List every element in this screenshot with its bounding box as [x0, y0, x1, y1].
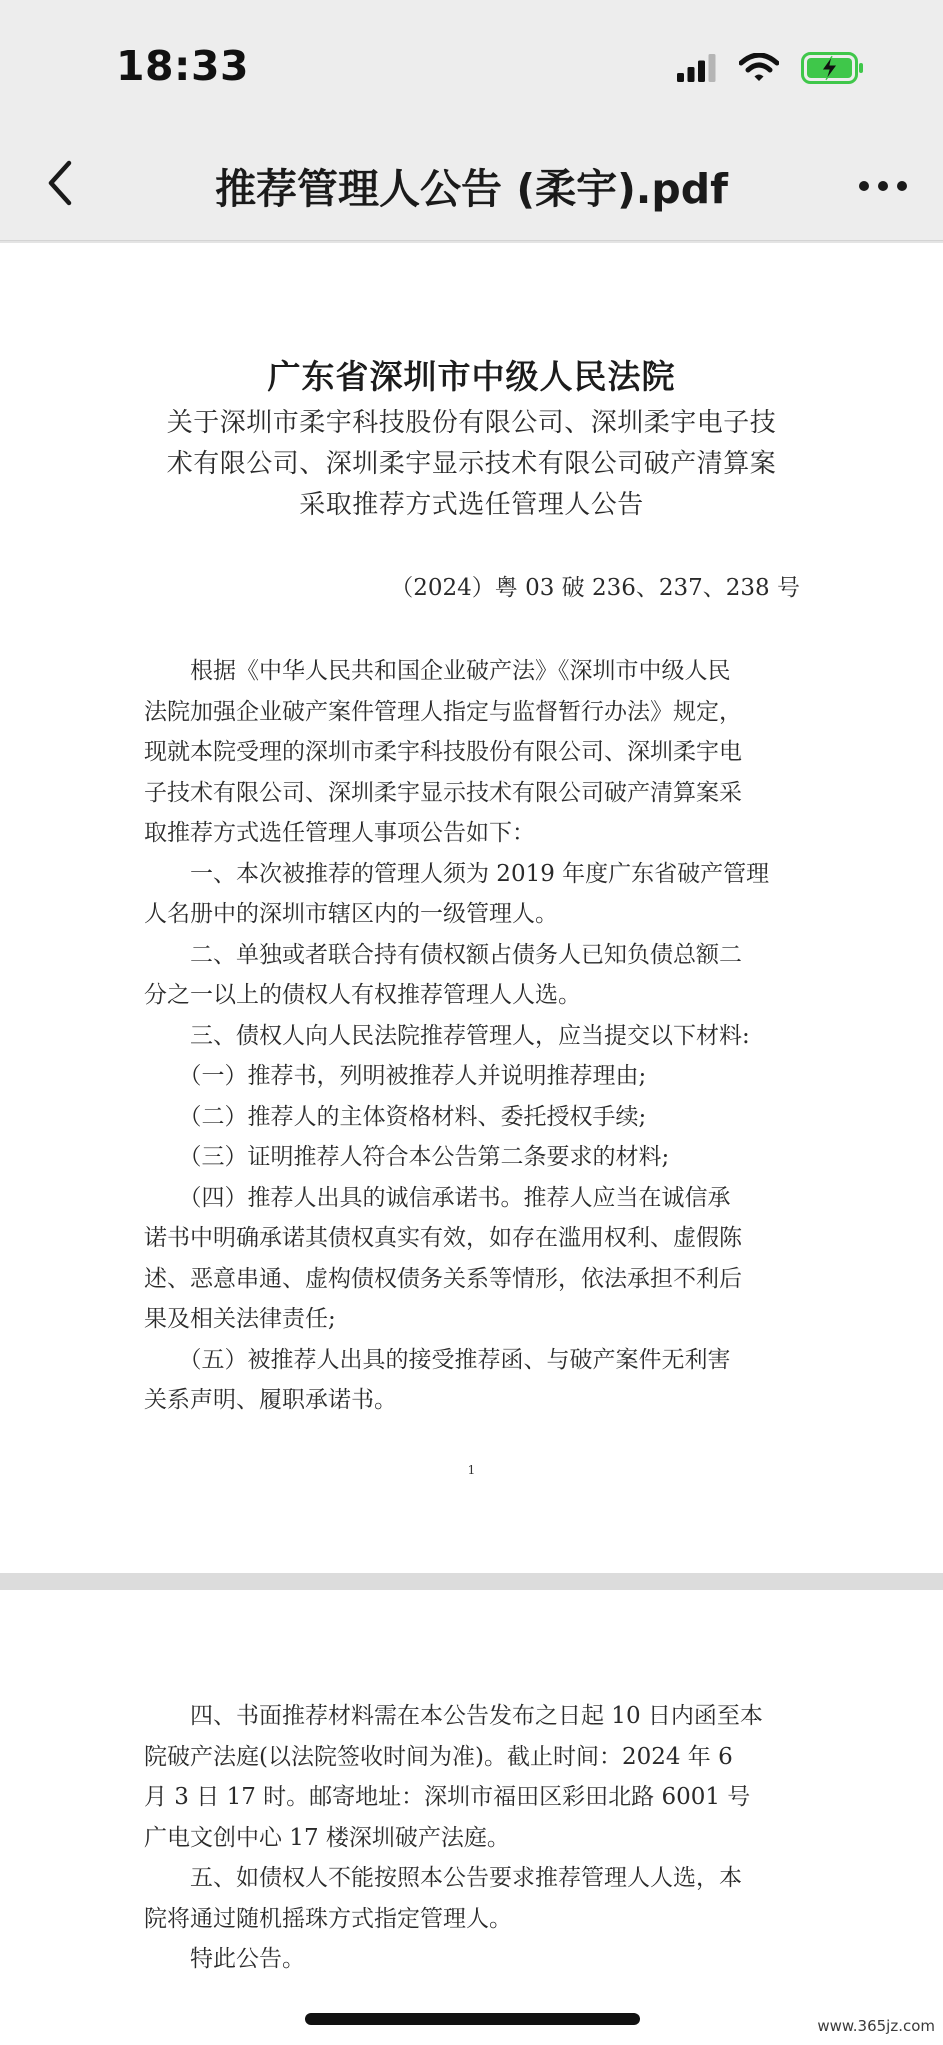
body-line: 三、债权人向人民法院推荐管理人，应当提交以下材料: [144, 1022, 750, 1049]
body-line: 分之一以上的债权人有权推荐管理人人选。 [144, 982, 581, 1008]
body-line: 法院加强企业破产案件管理人指定与监督暂行办法》规定， [144, 698, 742, 725]
subtitle-line: 术有限公司、深圳柔宇显示技术有限公司破产清算案 [166, 449, 777, 479]
document-title: 推荐管理人公告 (柔宇).pdf [215, 165, 728, 213]
body-line: 一、本次被推荐的管理人须为 2019 年度广东省破产管理 [144, 860, 770, 887]
chevron-left-icon [45, 159, 75, 211]
case-number: （2024）粤 03 破 236、237、238 号 [390, 575, 800, 601]
body-line: 根据《中华人民共和国企业破产法》《深圳市中级人民 [144, 658, 731, 684]
watermark: www.365jz.com [817, 2017, 935, 2035]
body-line: 月 3 日 17 时。邮寄地址：深圳市福田区彩田北路 6001 号 [144, 1784, 751, 1810]
notice-subtitle [140, 403, 803, 526]
signal-icon [677, 54, 717, 86]
body-line: 特此公告。 [144, 1946, 305, 1972]
body-line: 院破产法庭(以法院签收时间为准)。截止时间：2024 年 6 [144, 1743, 733, 1770]
pdf-page-1[interactable] [0, 243, 943, 1573]
body-line: 关系声明、履职承诺书。 [144, 1387, 397, 1413]
page-separator [0, 1573, 943, 1590]
body-line: 果及相关法律责任; [144, 1306, 336, 1332]
body-line: （四）推荐人出具的诚信承诺书。推荐人应当在诚信承 [144, 1184, 731, 1211]
subtitle-line: 关于深圳市柔宇科技股份有限公司、深圳柔宇电子技 [166, 408, 777, 438]
body-line: 五、如债权人不能按照本公告要求推荐管理人人选，本 [144, 1865, 742, 1891]
body-line: 广电文创中心 17 楼深圳破产法庭。 [144, 1824, 510, 1851]
body-line: （三）证明推荐人符合本公告第二条要求的材料; [144, 1144, 670, 1170]
body-line: 取推荐方式选任管理人事项公告如下： [144, 820, 535, 846]
body-line: 人名册中的深圳市辖区内的一级管理人。 [144, 901, 558, 927]
home-indicator[interactable] [305, 2013, 640, 2025]
back-button[interactable] [30, 152, 90, 218]
pdf-page-2[interactable] [0, 1590, 943, 2045]
more-icon [858, 177, 908, 196]
body-line: 院将通过随机摇珠方式指定管理人。 [144, 1905, 512, 1932]
body-line: 二、单独或者联合持有债权额占债务人已知负债总额二 [144, 941, 742, 968]
status-icons [677, 52, 865, 88]
notice-body-page-2 [144, 1696, 804, 1980]
body-line: （二）推荐人的主体资格材料、委托授权手续; [144, 1103, 647, 1130]
page-number: 1 [467, 1463, 476, 1477]
more-button[interactable] [847, 156, 919, 216]
nav-bar [0, 132, 943, 241]
body-line: 子技术有限公司、深圳柔宇显示技术有限公司破产清算案采 [144, 779, 742, 806]
court-name: 广东省深圳市中级人民法院 [267, 357, 676, 396]
body-line: （一）推荐书，列明被推荐人并说明推荐理由; [144, 1063, 647, 1089]
body-line: 现就本院受理的深圳市柔宇科技股份有限公司、深圳柔宇电 [144, 739, 742, 765]
notice-body-page-1 [144, 651, 804, 1421]
body-line: （五）被推荐人出具的接受推荐函、与破产案件无利害 [144, 1346, 731, 1373]
subtitle-line: 采取推荐方式选任管理人公告 [299, 490, 644, 520]
status-bar [0, 0, 943, 132]
body-line: 四、书面推荐材料需在本公告发布之日起 10 日内函至本 [144, 1703, 763, 1729]
body-line: 述、恶意串通、虚构债权债务关系等情形，依法承担不利后 [144, 1265, 742, 1292]
body-line: 诺书中明确承诺其债权真实有效，如存在滥用权利、虚假陈 [144, 1225, 742, 1251]
wifi-icon [739, 53, 779, 87]
battery-charging-icon [801, 52, 865, 88]
status-time: 18:33 [116, 42, 250, 90]
